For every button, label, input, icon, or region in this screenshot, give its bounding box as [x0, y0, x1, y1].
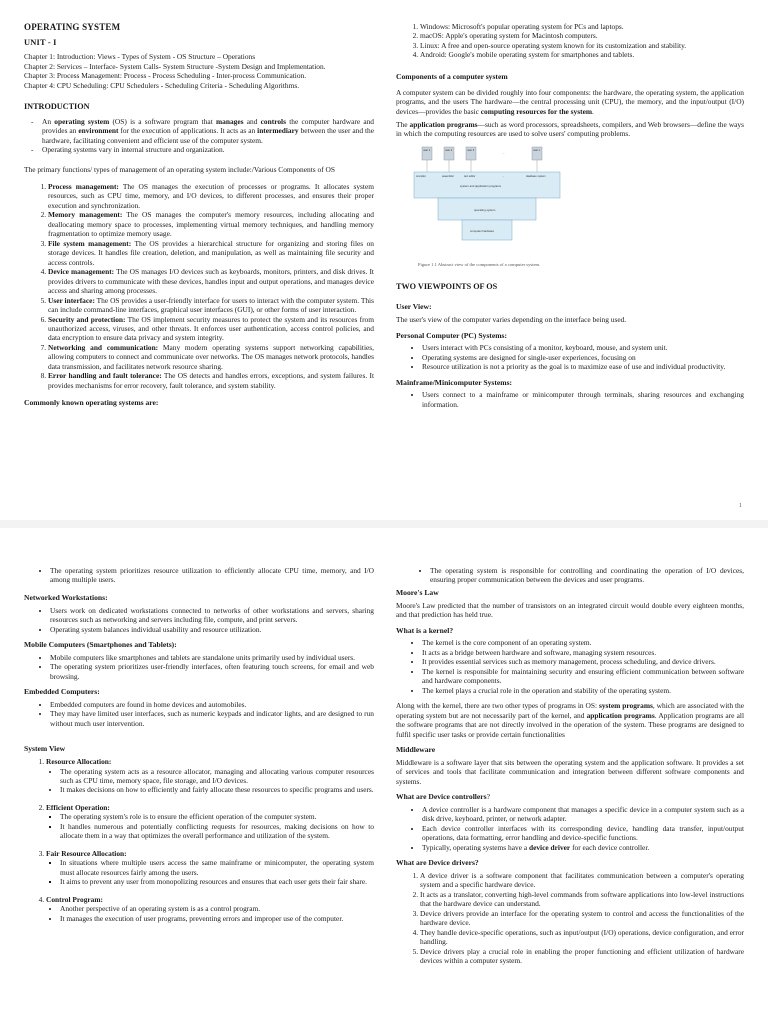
mobile-item: • The operating system prioritizes user-friendly interfaces, often featuring touch screens, for email and web browsing.: [50, 662, 374, 681]
device-drivers-heading: What are Device drivers?: [396, 858, 479, 868]
document-title: OPERATING SYSTEM: [24, 22, 121, 32]
function-item: 7. Networking and communication: Many modern operating systems support networking capabilities, allowing computers to connect and communicate over networks. The OS manages network protocols, handles data transmission, and facilitates network resource sharing.: [48, 343, 374, 371]
document-page-2: [0, 528, 768, 1024]
kernel-list: [396, 638, 744, 695]
intro-heading: INTRODUCTION: [24, 102, 90, 112]
middleware-heading: Middleware: [396, 745, 436, 754]
device-driver-item: 3. Device drivers provide an interface for the operating system to control and access the functionalities of the hardware device.: [420, 909, 744, 928]
user-label: user 3: [467, 148, 475, 152]
layer-label: operating system: [474, 207, 496, 212]
device-driver-item: 4. They handle device-specific operations, such as input/output (I/O) operations, device configuration, and error handling.: [420, 928, 744, 947]
os-item: 3. Linux: A free and open-source operating system known for its customization and stability.: [420, 41, 744, 50]
user-label: ...: [502, 150, 505, 155]
function-item: 4. Device management: The OS manages I/O devices such as keyboards, monitors, printers, and disk drives. It provides drivers to communicate with these devices, handles input and output operations, and manages device access and sharing among processes.: [48, 267, 374, 295]
device-driver-item: 5. Device drivers play a crucial role in enabling the proper functioning and efficient utilization of hardware devices within a computer system.: [420, 947, 744, 966]
embedded-heading: Embedded Computers:: [24, 687, 100, 697]
device-driver-item: 1. A device driver is a software component that facilitates communication between a computer's operating system and a specific hardware device.: [420, 871, 744, 890]
layer-label: computer hardware: [470, 228, 495, 233]
device-controller-item: • Each device controller interfaces with its corresponding device, handling data transfer, input/output operations, data formatting, error handling and device-specific functions.: [422, 824, 744, 843]
app-label: compiler: [416, 174, 426, 178]
mainframe-item: • The operating system prioritizes resource utilization to efficiently allocate CPU time, memory, and I/O among multiple users.: [50, 566, 374, 585]
moore-heading: Moore's Law: [396, 587, 439, 597]
mobile-list: [24, 653, 374, 681]
pc-heading: Personal Computer (PC) Systems:: [396, 330, 508, 340]
embedded-item: • Embedded computers are found in home devices and automobiles.: [50, 700, 374, 709]
kernel-heading: What is a kernel?: [396, 625, 454, 635]
chapter-line: Chapter 3: Process Management: Process - Process Scheduling - Inter-process Communication.: [24, 71, 307, 81]
networked-item: • Operating system balances individual usability and resource utilization.: [50, 625, 374, 634]
figure-caption: Figure 1.1 Abstract view of the components of a computer system.: [418, 261, 541, 267]
mobile-heading: Mobile Computers (Smartphones and Tablets):: [24, 640, 177, 650]
chapter-list: [24, 52, 374, 90]
function-item: 8. Error handling and fault tolerance: The OS detects and handles errors, exceptions, and system failures. It provides mechanisms for error recovery, fault tolerance, and system stability.: [48, 371, 374, 390]
user-view-heading: User View:: [396, 302, 432, 312]
networked-heading: Networked Workstations:: [24, 592, 108, 602]
user-label: user 1: [423, 148, 431, 152]
system-view-item: 1. Resource Allocation: • The operating system acts as a resource allocator, managing and allocating various computer resources such as CPU time, memory space, file storage, and I/O devices. • It makes decisions on how to efficiently and fairly allocate these resources to specific programs and users.: [46, 757, 374, 795]
function-item: 1. Process management: The OS manages the execution of processes or programs. It allocates system resources, such as CPU time, memory, and I/O devices, to different processes, and ensures their proper execution and synchronization.: [48, 182, 374, 210]
user-label: user 2: [445, 148, 453, 152]
networked-item: • Users work on dedicated workstations connected to networks of other workstations and servers, sharing resources such as networking and servers including file, compute, and print servers.: [50, 606, 374, 625]
app-label: assembler: [442, 174, 454, 178]
control-list-continued: [396, 566, 744, 585]
function-item: 5. User interface: The OS provides a user-friendly interface for users to interact with the computer system. This can include command-line interfaces, graphical user interfaces (GUI), or other forms of user interaction.: [48, 296, 374, 315]
device-drivers-list: [396, 871, 744, 966]
page1-left-column: [24, 22, 374, 411]
page1-right-column: [396, 22, 744, 412]
pc-item: • Operating systems are designed for single-user experiences, focusing on: [422, 353, 744, 362]
system-view-item: 2. Efficient Operation: ▪ The operating system's role is to ensure the efficient operation of the computer system. ▪ It handles numerous and potentially conflicting requests for resources, making decisions on how to allocate them in a way that optimizes the overall performance and utilization of the system.: [46, 803, 374, 841]
kernel-item: • The kernel is responsible for maintaining security and ensuring efficient communication between software and hardware components.: [422, 667, 744, 686]
device-controller-item: • Typically, operating systems have a device driver for each device controller.: [422, 843, 744, 852]
layer-label: system and application programs: [460, 183, 502, 188]
page2-right-column: [396, 566, 744, 969]
pc-item: • Resource utilization is not a priority as the goal is to maximize ease of use and individual productivity.: [422, 362, 744, 371]
system-view-heading: System View: [24, 744, 66, 754]
app-label: text editor: [464, 174, 476, 178]
app-label: database system: [526, 174, 546, 178]
device-controller-item: • A device controller is a hardware component that manages a specific device in a computer system such as a disk drive, keyboard, printer, or network adapter.: [422, 805, 744, 824]
kernel-item: • It acts as a bridge between hardware and software, managing system resources.: [422, 648, 744, 657]
pc-item: • Users interact with PCs consisting of a monitor, keyboard, mouse, and system unit.: [422, 343, 744, 352]
function-item: 2. Memory management: The OS manages the computer's memory resources, including allocating and deallocating memory space to processes, implementing virtual memory techniques, and handling memory fragmentation to optimize memory usage.: [48, 210, 374, 238]
components-diagram: [412, 145, 562, 260]
control-item: • The operating system is responsible for controlling and coordinating the operation of I/O devices, ensuring proper communication between the devices and user programs.: [430, 566, 744, 585]
os-list: [396, 22, 744, 60]
pc-list: [396, 343, 744, 371]
mobile-item: • Mobile computers like smartphones and tablets are standalone units primarily used by individual users.: [50, 653, 374, 662]
kernel-item: • The kernel plays a crucial role in the operation and stability of the operating system.: [422, 686, 744, 695]
middleware-text: Middleware is a software layer that sits between the operating system and the application software. It provides a set of services and tools that facilitate communication and integration between different software components and systems.: [396, 757, 744, 786]
mainframe-list: [396, 390, 744, 409]
mainframe-heading: Mainframe/Minicomputer Systems:: [396, 377, 513, 387]
page-number: 1: [739, 503, 742, 509]
components-diagram-svg: [412, 145, 562, 260]
intro-item: - An operating system (OS) is a software program that manages and controls the computer hardware and provides an environment for the execution of applications. It acts as an intermediary between the user and the hardware, facilitating convenient and efficient use of the computer system.: [42, 117, 374, 145]
networked-list: [24, 606, 374, 634]
intro-item: - Operating systems vary in internal structure and organization.: [42, 145, 374, 154]
components-heading: Components of a computer system: [396, 71, 508, 81]
mainframe-list-continued: [24, 566, 374, 585]
app-label: ...: [502, 174, 505, 178]
function-item: 6. Security and protection: The OS implement security measures to protect the system and its resources from unauthorized access, viruses, and other threats. It enforces user authentication, access control policies, and data encryption to ensure data privacy and system integrity.: [48, 315, 374, 343]
user-label: user n: [533, 148, 541, 152]
kernel-paragraph: Along with the kernel, there are two other types of programs in OS: system programs, which are associated with the operating system but are not necessarily part of the kernel, and application programs. Application programs are all the software programs that are not directly involved in the operation of the system. These programs are designed to fulfil specific user tasks or provide certain functionalities: [396, 701, 745, 739]
kernel-item: • The kernel is the core component of an operating system.: [422, 638, 744, 647]
intro-list: [24, 117, 374, 155]
moore-text: Moore's Law predicted that the number of transistors on an integrated circuit would double every eighteen months, and that prediction has held true.: [396, 600, 744, 620]
system-view-item: 4. Control Program: • Another perspective of an operating system is as a control program. • It manages the execution of user programs, preventing errors and improper use of the computer.: [46, 895, 374, 923]
system-view-item: 3. Fair Resource Allocation: ▪ In situations where multiple users access the same mainframe or minicomputer, the operating system must allocate resources fairly among the users. ▪ It aims to prevent any user from monopolizing resources and ensures that each user gets their fair share.: [46, 849, 374, 887]
device-driver-item: 2. It acts as a translator, converting high-level commands from software applications into low-level instructions that the hardware device can understand.: [420, 890, 744, 909]
unit-label: UNIT - I: [24, 37, 57, 47]
page2-left-column: [24, 566, 374, 926]
chapter-line: Chapter 1: Introduction: Views - Types of System - OS Structure – Operations: [24, 52, 256, 62]
function-item: 3. File system management: The OS provides a hierarchical structure for organizing and storing files on storage devices. It handles file creation, deletion, and manipulation, as well as maintaining file security and access controls.: [48, 239, 374, 267]
functions-list: [24, 182, 374, 390]
os-item: 2. macOS: Apple's operating system for Macintosh computers.: [420, 31, 744, 40]
functions-intro: The primary functions/ types of management of an operating system include:/Various Components of OS: [24, 164, 335, 174]
os-item: 1. Windows: Microsoft's popular operating system for PCs and laptops.: [420, 22, 744, 31]
embedded-item: • They may have limited user interfaces, such as numeric keypads and indicator lights, and are designed to run without much user intervention.: [50, 709, 374, 728]
components-paragraph: The application programs—such as word processors, spreadsheets, compilers, and Web browsers—define the ways in which the computing resources are used to solve users' computing problems.: [396, 120, 745, 139]
system-view-list: [24, 757, 374, 923]
components-paragraph: A computer system can be divided roughly into four components: the hardware, the operating system, the application programs, and the users The hardware—the central processing unit (CPU), the memory, and the input/output (I/O) devices—provides the basic computing resources for the system.: [396, 87, 744, 116]
chapter-line: Chapter 2: Services – Interface- System Calls- System Structure -System Design and Implementation.: [24, 61, 326, 71]
user-view-text: The user's view of the computer varies depending on the interface being used.: [396, 315, 627, 325]
chapter-line: Chapter 4: CPU Scheduling: CPU Schedulers - Scheduling Criteria - Scheduling Algorithms.: [24, 80, 300, 90]
device-controllers-list: [396, 805, 744, 852]
os-item: 4. Android: Google's mobile operating system for smartphones and tablets.: [420, 50, 744, 59]
two-views-heading: TWO VIEWPOINTS OF OS: [396, 281, 498, 291]
kernel-item: • It provides essential services such as memory management, process scheduling, and device drivers.: [422, 657, 744, 666]
device-controllers-heading: What are Device controllers?: [396, 792, 490, 802]
mainframe-item: • Users connect to a mainframe or minicomputer through terminals, sharing resources and exchanging information.: [422, 390, 744, 409]
common-os-heading: Commonly known operating systems are:: [24, 398, 159, 408]
embedded-list: [24, 700, 374, 728]
